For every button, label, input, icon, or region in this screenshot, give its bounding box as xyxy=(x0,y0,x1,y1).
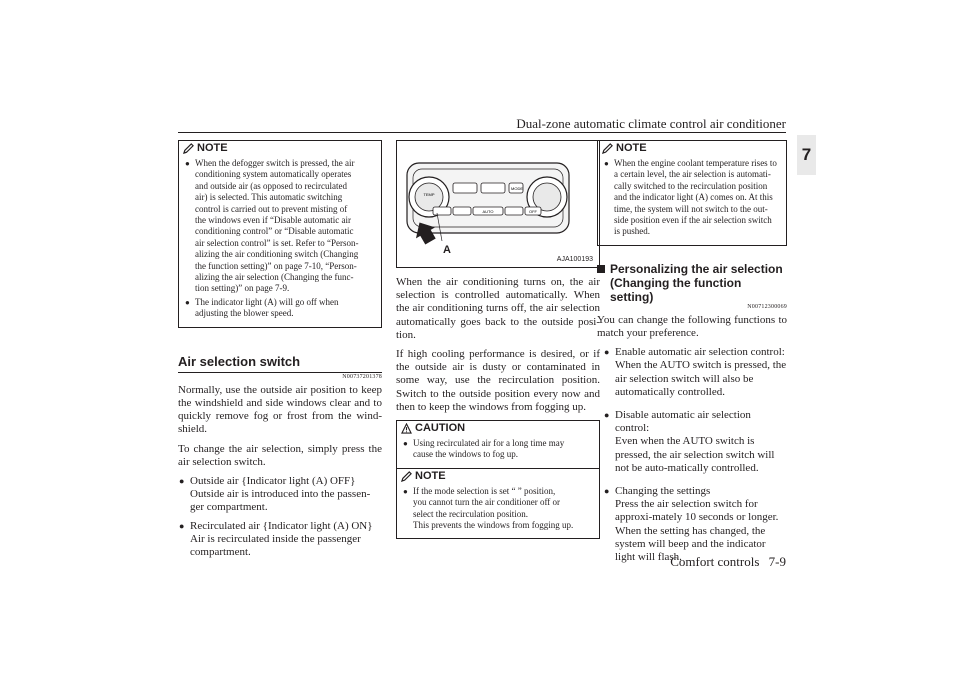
reference-code: N00737201378 xyxy=(342,373,382,380)
caution-bullet: ● Using recirculated air for a long time may cause the windows to fog up. xyxy=(403,438,593,461)
paragraph: Normally, use the outside air position to keep the windshield and side windows clear and to quickly remove fog or frost from the wind-shield. xyxy=(178,383,382,436)
off-label: OFF xyxy=(529,209,537,214)
figure-code: AJA100193 xyxy=(556,256,593,263)
note-box xyxy=(396,469,600,540)
paragraph: To change the air selection, simply press the air selection switch. xyxy=(178,442,382,468)
paragraph: When the air conditioning turns on, the air selection is controlled automatically. When the air conditioning turns off, the air selection automatically goes back to the outside posi-tion. xyxy=(396,276,600,341)
bullet-list xyxy=(597,346,787,564)
page-header-title: Dual-zone automatic climate control air conditioner xyxy=(516,116,786,131)
caution-box xyxy=(396,420,600,469)
note-label: NOTE xyxy=(183,143,228,154)
auto-label: AUTO xyxy=(482,209,494,214)
list-item: ● Disable automatic air selection control: Even when the AUTO switch is pressed, the air selection switch will not be auto-matically controlled. xyxy=(603,409,787,475)
paragraph: If high cooling performance is desired, or if the outside air is dusty or contaminated in some way, use the recirculation position. Switch to the outside position every now and then to keep the windows from fogging up. xyxy=(396,348,600,413)
note-box xyxy=(597,140,787,246)
list-item: ● Changing the settings Press the air selection switch for approxi-mately 10 seconds or longer. When the setting has changed, the system will beep and the indicator light will flash. xyxy=(603,485,787,564)
note-bullet: ● When the engine coolant temperature rises to a certain level, the air selection is automati- cally switched to the recirculation position and the indicator light (A) comes on. At this time, the system will not switch to the out- side position even if the air selection switch is pushed. xyxy=(604,158,780,238)
mode-label: MODE xyxy=(511,186,523,191)
note-bullet: ● When the defogger switch is pressed, the air conditioning system automatically operates and outside air (as opposed to recirculated air) is selected. This automatic switching control is carried out to prevent misting of the windows even if “Disable automatic air conditioning control” or “Disable automatic air selection control” is set. Refer to “Person- alizing the air conditioning switch (Changing the function setting)” on page 7-10, “Person- alizing the air selection (Changing the func- tion setting)” on page 7-9. xyxy=(185,158,375,295)
callout-label: A xyxy=(443,244,451,256)
note-label: NOTE xyxy=(602,143,647,154)
footer-page-number: 7-9 xyxy=(768,554,786,569)
control-panel-figure xyxy=(396,140,600,268)
heading-rule xyxy=(178,372,382,373)
column-left xyxy=(178,140,382,564)
note-pencil-icon xyxy=(602,143,613,154)
note-box xyxy=(178,140,382,328)
note-bullet: ● The indicator light (A) will go off when adjusting the blower speed. xyxy=(185,297,375,320)
reference-code: N00712300069 xyxy=(747,303,787,310)
list-item: ● Enable automatic air selection control: When the AUTO switch is pressed, the air selection switch will also be automatically controlled. xyxy=(603,346,787,399)
heading-square-icon xyxy=(597,265,605,273)
paragraph: You can change the following functions to match your preference. xyxy=(597,313,787,340)
caution-triangle-icon xyxy=(401,423,412,434)
section-heading: Personalizing the air selection (Changing the function setting) xyxy=(597,262,787,304)
bullet-list xyxy=(178,475,382,559)
column-middle xyxy=(396,140,600,539)
note-pencil-icon xyxy=(401,471,412,482)
list-item: ● Outside air {Indicator light (A) OFF} Outside air is introduced into the passen-ger compartment. xyxy=(178,475,382,515)
note-bullet: ● If the mode selection is set “ ” position, you cannot turn the air conditioner off or select the recirculation position. This prevents the windows from fogging up. xyxy=(403,486,593,532)
column-right xyxy=(597,140,787,569)
climate-control-panel-illustration xyxy=(397,141,599,267)
section-heading: Air selection switch xyxy=(178,353,301,369)
temp-label: TEMP xyxy=(423,192,435,197)
page-footer xyxy=(664,554,786,570)
caution-label: CAUTION xyxy=(401,423,465,434)
note-label: NOTE xyxy=(401,471,446,482)
chapter-tab: 7 xyxy=(797,135,816,175)
list-item: ● Recirculated air {Indicator light (A) ON} Air is recirculated inside the passenger compartment. xyxy=(178,520,382,560)
header-rule xyxy=(178,132,786,133)
footer-section: Comfort controls xyxy=(670,554,760,569)
note-pencil-icon xyxy=(183,143,194,154)
